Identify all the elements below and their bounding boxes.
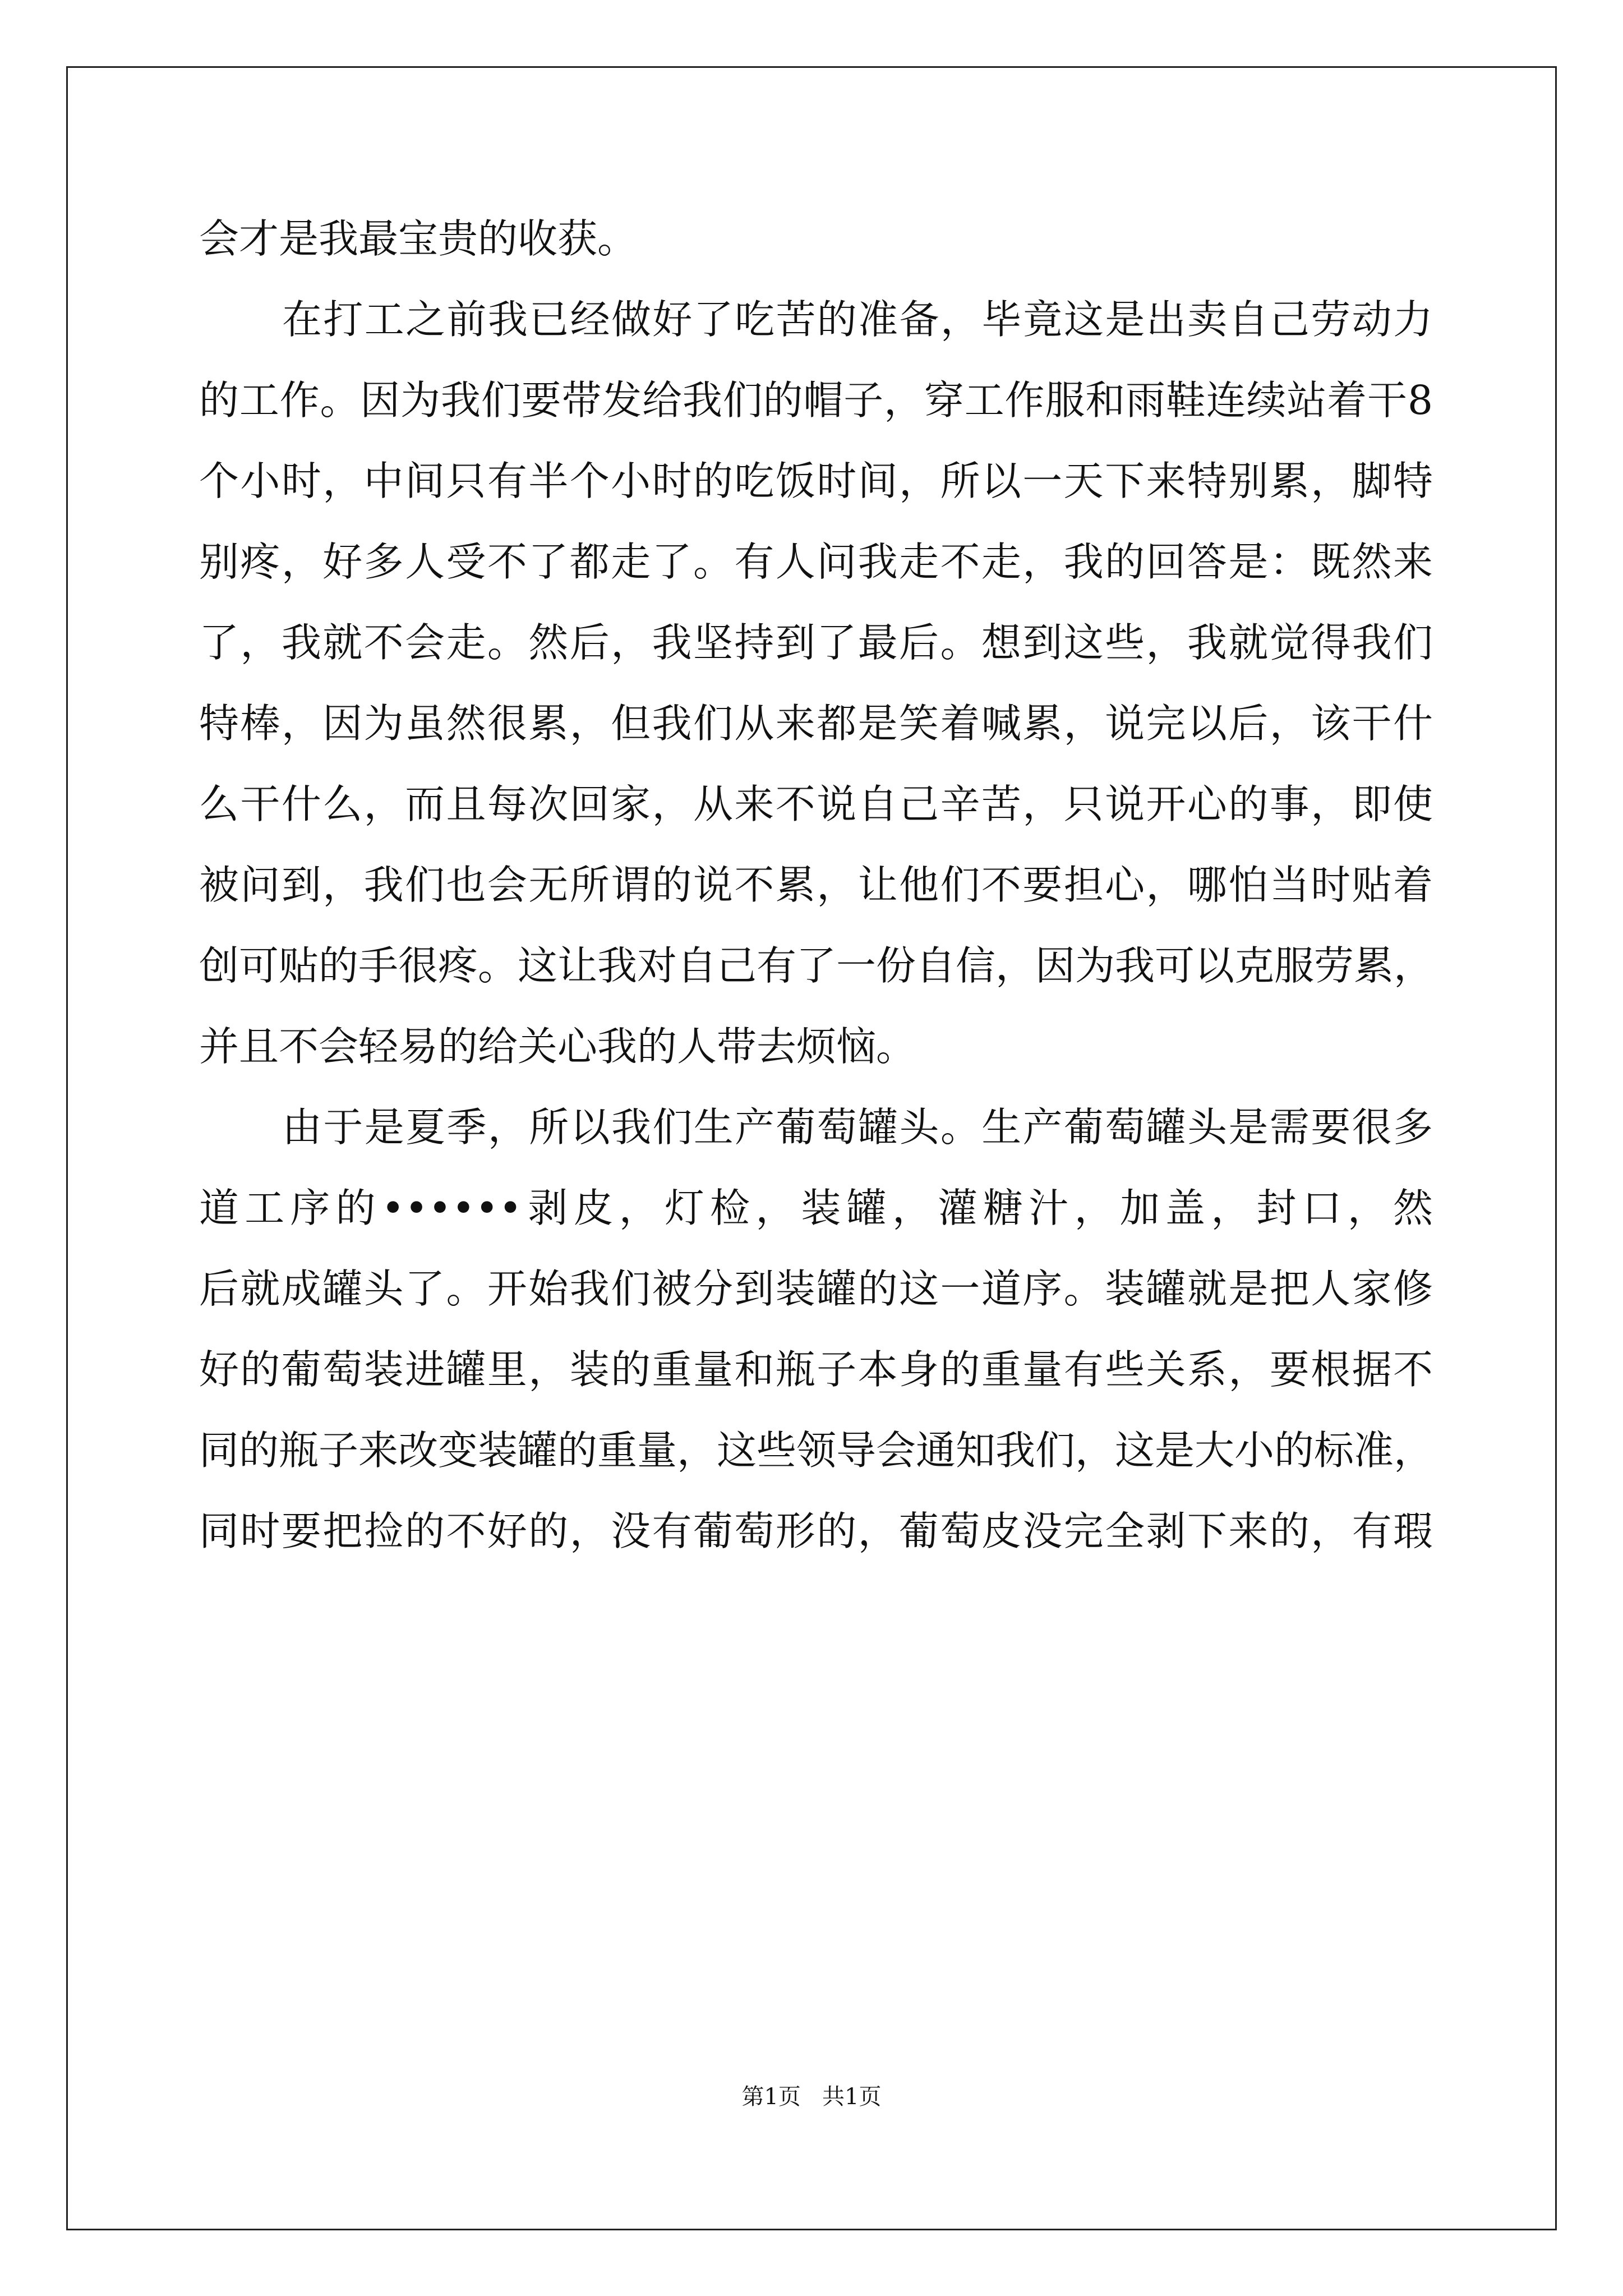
text-line: 的工作。因为我们要带发给我们的帽子，穿工作服和雨鞋连续站着干8 — [199, 377, 1433, 424]
text-line: 了，我就不会走。然后，我坚持到了最后。想到这些，我就觉得我们 — [199, 619, 1433, 666]
text-line: 后就成罐头了。开始我们被分到装罐的这一道序。装罐就是把人家修 — [199, 1266, 1433, 1312]
paragraph-first-line: 在打工之前我已经做好了吃苦的准备，毕竟这是出卖自己劳动力 — [282, 296, 1433, 343]
text-line: 会才是我最宝贵的收获。 — [199, 215, 638, 262]
text-line: 个小时，中间只有半个小时的吃饭时间，所以一天下来特别累，脚特 — [199, 458, 1433, 504]
text-line: 被问到，我们也会无所谓的说不累，让他们不要担心，哪怕当时贴着 — [199, 862, 1433, 908]
text-line: 同的瓶子来改变装罐的重量，这些领导会通知我们，这是大小的标准， — [199, 1427, 1434, 1474]
text-line: 么干什么，而且每次回家，从来不说自己辛苦，只说开心的事，即使 — [199, 781, 1433, 827]
paragraph-first-line: 由于是夏季，所以我们生产葡萄罐头。生产葡萄罐头是需要很多 — [282, 1104, 1433, 1151]
text-line: 同时要把捡的不好的，没有葡萄形的，葡萄皮没完全剥下来的，有瑕 — [199, 1508, 1433, 1554]
text-line: 道工序的••••••剥皮，灯检，装罐，灌糖汁，加盖，封口，然 — [199, 1185, 1433, 1231]
text-line: 创可贴的手很疼。这让我对自己有了一份自信，因为我可以克服劳累， — [199, 942, 1434, 989]
text-line: 好的葡萄装进罐里，装的重量和瓶子本身的重量有些关系，要根据不 — [199, 1346, 1433, 1393]
text-line: 并且不会轻易的给关心我的人带去烦恼。 — [199, 1023, 916, 1070]
text-line: 别疼，好多人受不了都走了。有人问我走不走，我的回答是：既然来 — [199, 539, 1433, 585]
page-footer: 第1页 共1页 — [741, 2084, 882, 2110]
text-line: 特棒，因为虽然很累，但我们从来都是笑着喊累，说完以后，该干什 — [199, 700, 1433, 747]
